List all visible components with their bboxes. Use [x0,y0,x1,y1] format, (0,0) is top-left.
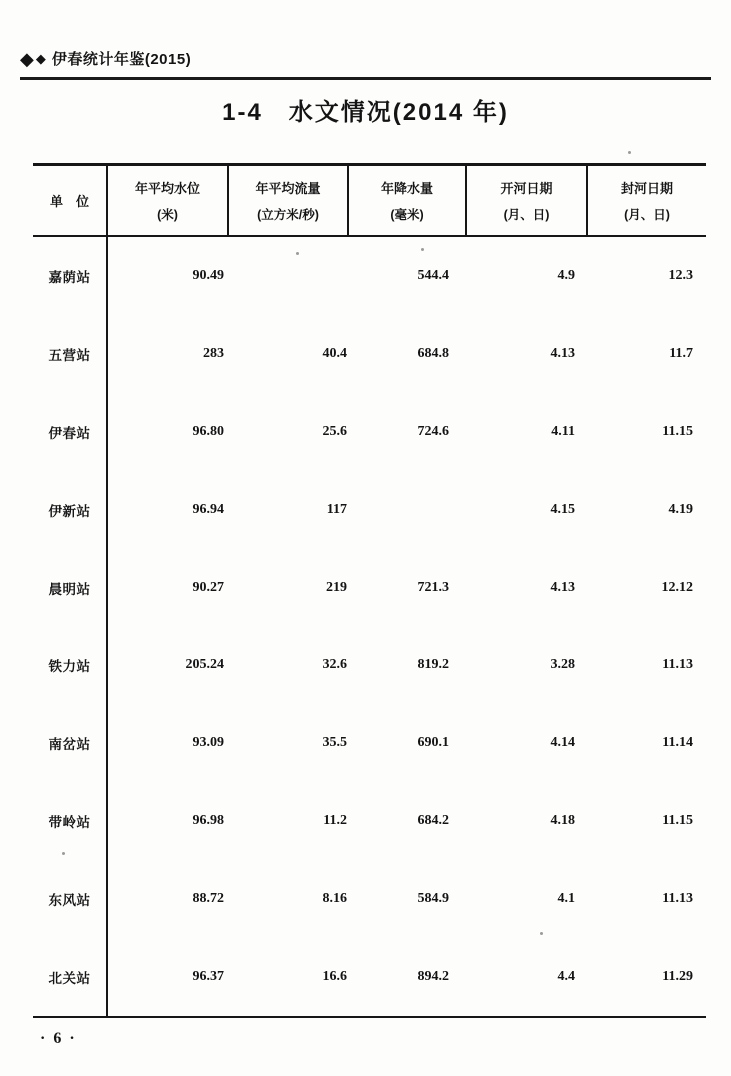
river-close-date-value: 11.15 [662,813,693,829]
table-body [33,237,706,1016]
flow-value: 117 [326,501,347,517]
precipitation-value: 724.6 [417,423,449,439]
table-row [33,549,706,627]
station-name: 嘉荫站 [33,237,108,315]
diamond-icon: ◆ [35,51,46,66]
table-row [33,315,706,393]
water-level-value: 96.80 [192,423,224,439]
flow-value: 11.2 [323,813,347,829]
table-row [33,471,706,549]
flow-value: 32.6 [322,657,347,673]
water-level-value: 88.72 [192,891,224,907]
column-header-label: 封河日期 [620,181,673,197]
river-open-date-value: 4.13 [550,579,575,595]
column-header-label: 单 位 [49,194,89,209]
river-open-date-value: 4.4 [557,969,575,985]
precipitation-value: 544.4 [417,267,449,283]
river-close-date-value: 11.13 [662,657,693,673]
water-level-value: 96.98 [192,813,224,829]
water-level-value: 205.24 [185,657,224,673]
column-header-unit: (毫米) [390,207,424,222]
scan-speck [421,248,424,251]
column-header-label: 年平均水位 [134,181,200,197]
column-header-river-close-date [588,166,706,235]
table-row [33,393,706,471]
precipitation-value: 690.1 [417,735,449,751]
river-close-date-value: 4.19 [668,501,693,517]
water-level-value: 93.09 [192,735,224,751]
river-open-date-value: 4.18 [550,813,575,829]
water-level-value: 96.94 [192,501,224,517]
river-open-date-value: 4.9 [557,267,575,283]
flow-value: 16.6 [322,969,347,985]
column-header-label: 年平均流量 [255,181,321,197]
river-close-date-value: 11.7 [669,345,693,361]
table-row [33,782,706,860]
precipitation-value: 721.3 [417,579,449,595]
hydrology-table [33,163,706,1018]
running-header [20,48,191,69]
column-header-unit: (月、日) [503,207,550,222]
river-close-date-value: 12.12 [661,579,693,595]
precipitation-value: 584.9 [417,891,449,907]
column-header-unit: (米) [157,207,178,222]
column-header-unit: (月、日) [624,207,670,222]
water-level-value: 90.49 [192,267,224,283]
station-name: 带岭站 [33,782,108,860]
table-row [33,627,706,705]
precipitation-value: 684.2 [417,813,449,829]
station-name: 东风站 [33,860,108,938]
column-header-label: 开河日期 [500,181,553,197]
water-level-value: 96.37 [192,969,224,985]
page-number: · 6 · [40,1030,77,1047]
river-open-date-value: 4.1 [557,891,575,907]
river-close-date-value: 11.14 [662,735,693,751]
flow-value: 25.6 [322,423,347,439]
station-name: 南岔站 [33,704,108,782]
table-row [33,237,706,315]
scan-speck [628,151,631,154]
column-header-flow [229,166,349,235]
station-name: 伊春站 [33,393,108,471]
column-header-water-level [108,166,229,235]
flow-value: 8.16 [322,891,347,907]
book-title: 伊春统计年鉴(2015) [51,51,192,68]
table-row [33,860,706,938]
table-row [33,938,706,1016]
river-close-date-value: 11.29 [662,969,693,985]
river-open-date-value: 4.13 [550,345,575,361]
column-header-river-open-date [467,166,588,235]
river-open-date-value: 3.28 [550,657,575,673]
water-level-value: 90.27 [192,579,224,595]
river-close-date-value: 11.15 [662,423,693,439]
station-name: 伊新站 [33,471,108,549]
scan-speck [62,852,65,855]
river-close-date-value: 12.3 [668,267,693,283]
scan-speck [540,932,543,935]
header-divider [20,77,711,80]
table-header-row [33,166,706,237]
station-name: 五营站 [33,315,108,393]
river-open-date-value: 4.15 [550,501,575,517]
station-name: 铁力站 [33,627,108,705]
station-name: 北关站 [33,938,108,1016]
column-header-station [33,166,108,235]
column-header-label: 年降水量 [380,181,433,197]
precipitation-value: 819.2 [417,657,449,673]
precipitation-value: 684.8 [417,345,449,361]
river-close-date-value: 11.13 [662,891,693,907]
column-header-unit: (立方米/秒) [257,207,319,222]
flow-value: 219 [326,579,347,595]
river-open-date-value: 4.11 [551,423,575,439]
water-level-value: 283 [203,345,224,361]
column-header-precipitation [349,166,467,235]
scan-speck [296,252,299,255]
precipitation-value: 894.2 [417,969,449,985]
page-title: 1-4 水文情况(2014 年) [222,99,509,126]
flow-value: 40.4 [322,345,347,361]
diamond-icon: ◆ [20,48,34,69]
river-open-date-value: 4.14 [550,735,575,751]
station-name: 晨明站 [33,549,108,627]
flow-value: 35.5 [322,735,347,751]
table-row [33,704,706,782]
